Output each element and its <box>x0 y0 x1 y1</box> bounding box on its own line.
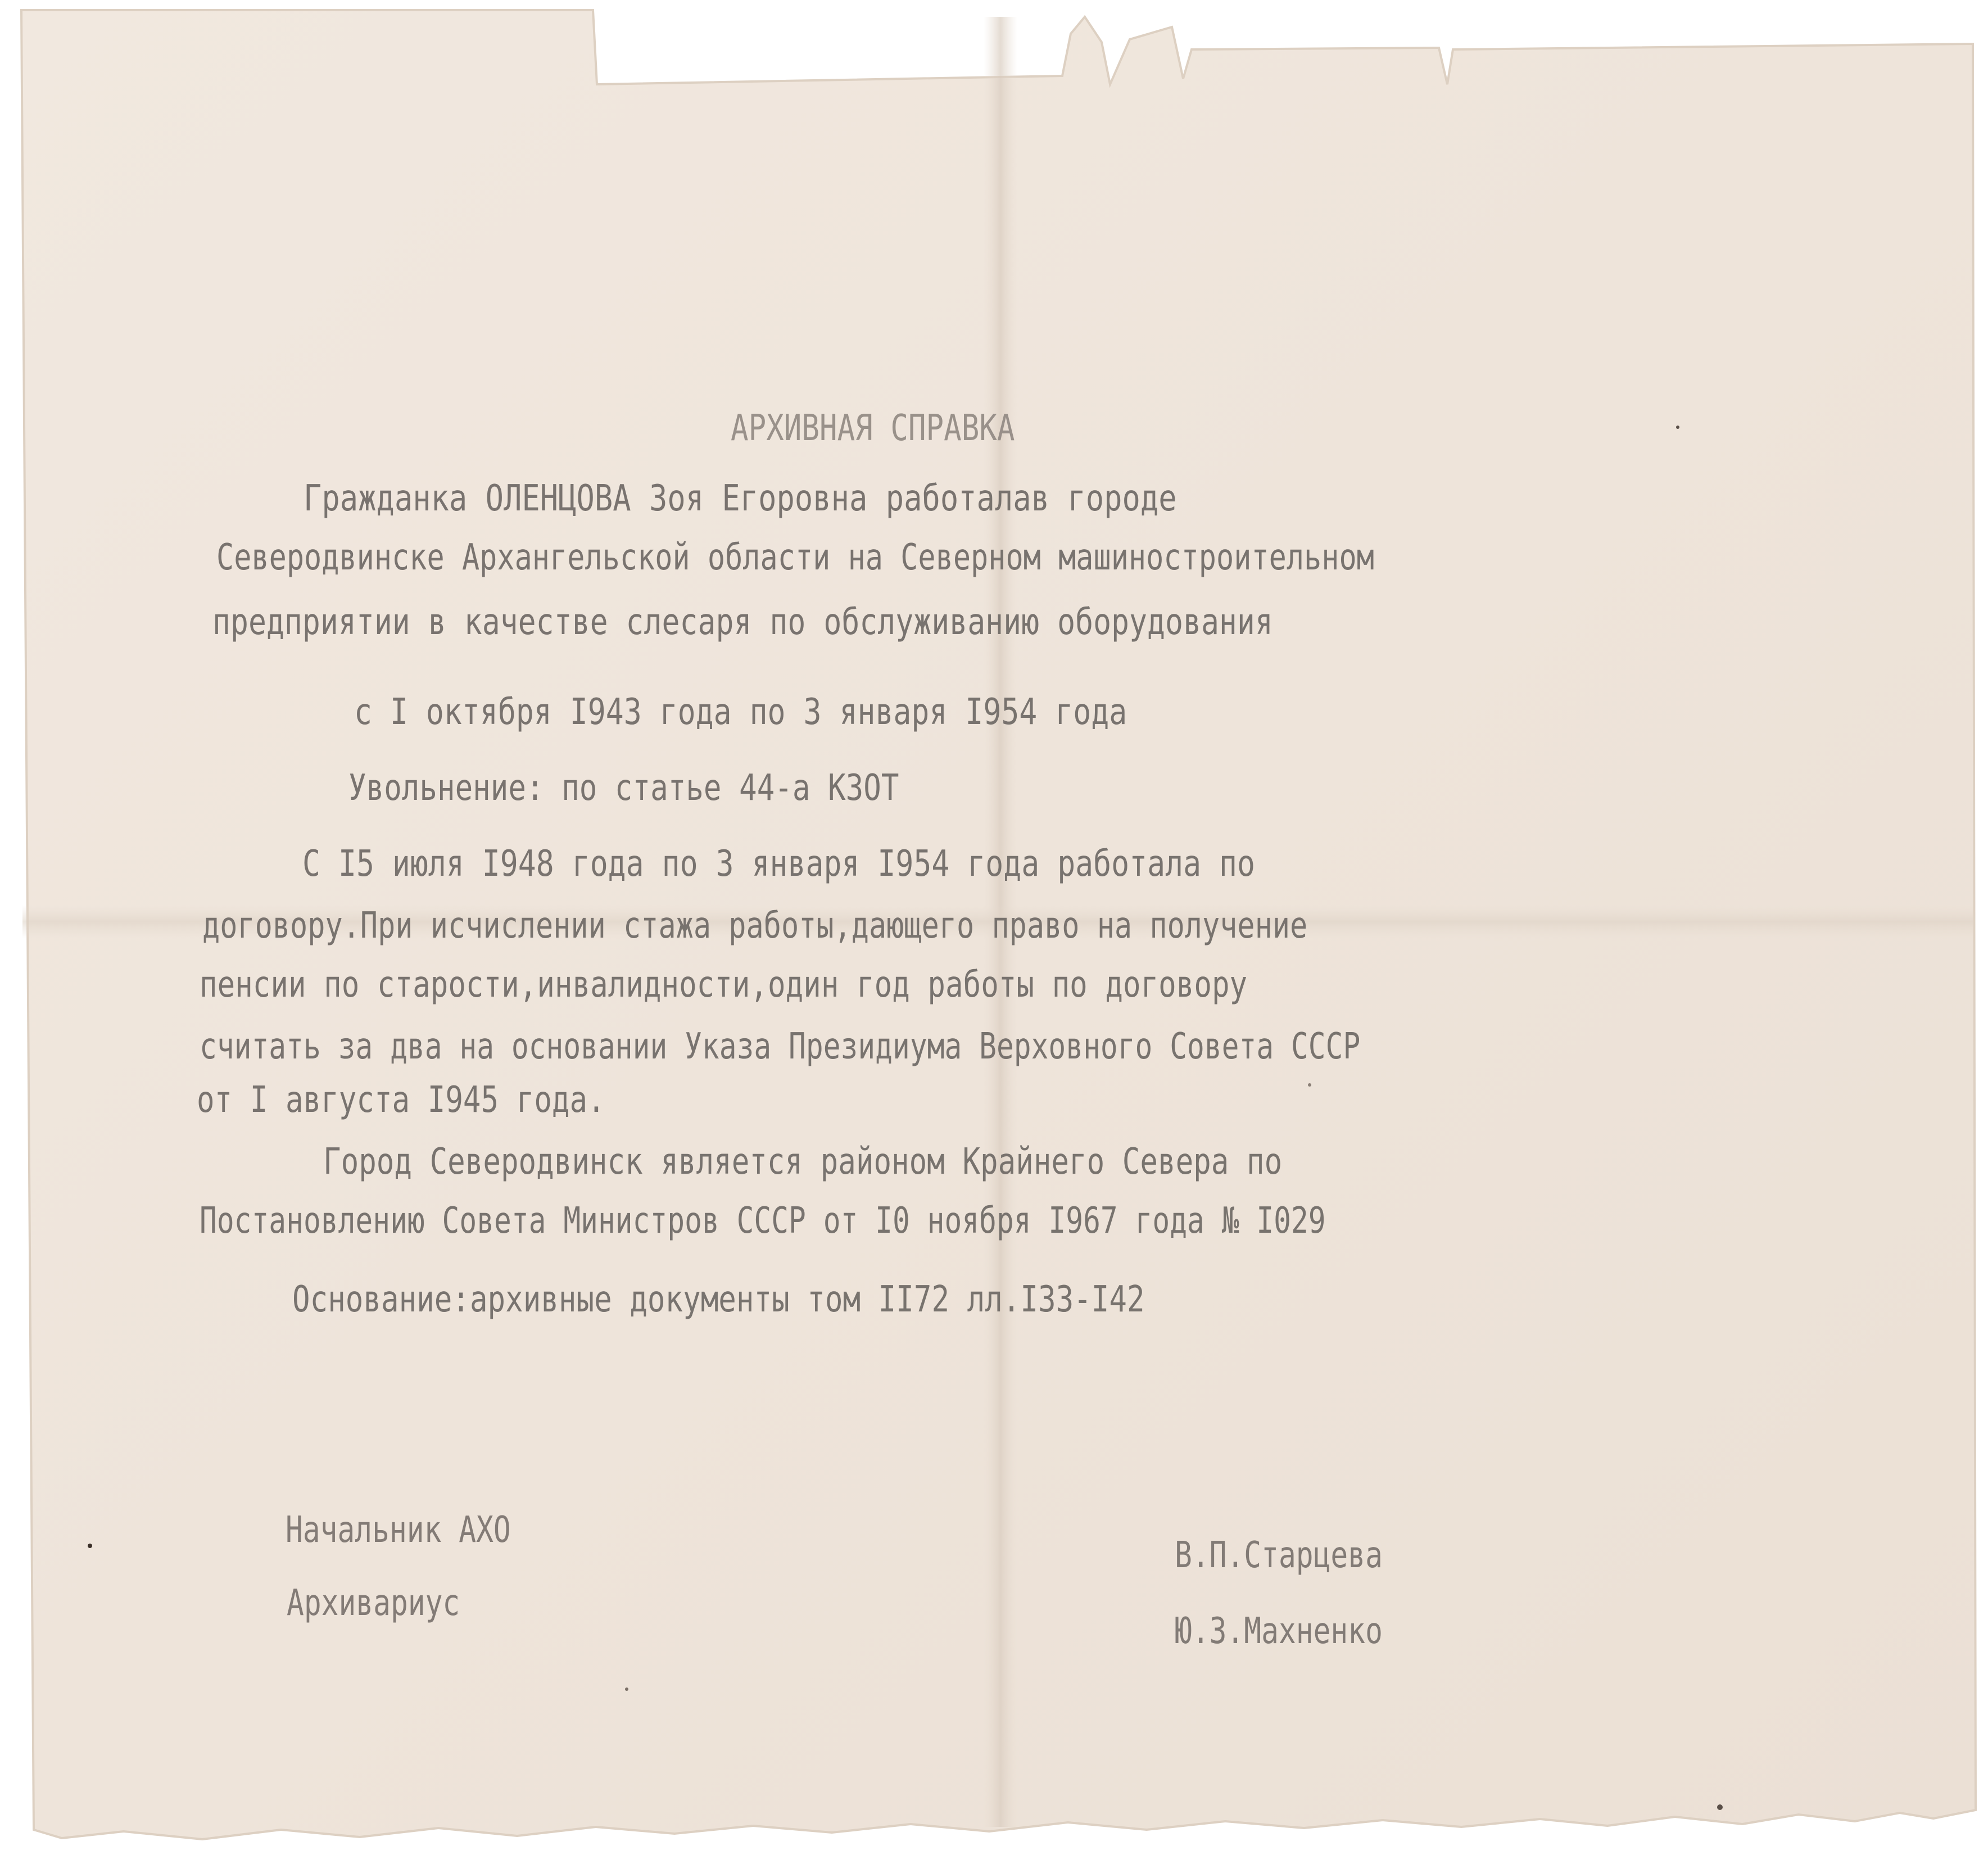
paragraph2-line4: считать за два на основании Указа Президиума Верховного Совета СССР <box>200 1026 1361 1067</box>
paragraph1-line1: Гражданка ОЛЕНЦОВА Зоя Егоровна работалав городе <box>304 478 1177 519</box>
paragraph1-line3: предприятии в качестве слесаря по обслуживанию оборудования <box>212 601 1273 643</box>
paragraph2-line5: от I августа I945 года. <box>197 1079 605 1121</box>
paragraph3-line2: Постановлению Совета Министров СССР от I0 ноября I967 года № I029 <box>200 1200 1326 1242</box>
paragraph2-line3: пенсии по старости,инвалидности,один год работы по договору <box>200 964 1248 1006</box>
document-title: АРХИВНАЯ СПРАВКА <box>731 408 1015 449</box>
period-line: с I октября I943 года по 3 января I954 года <box>354 691 1127 733</box>
basis-line: Основание:архивные документы том II72 лл.I33-I42 <box>292 1279 1145 1320</box>
signature-role-head: Начальник АХО <box>286 1509 511 1551</box>
paragraph2-line2: договору.При исчислении стажа работы,дающего право на получение <box>202 905 1308 947</box>
paragraph3-line1: Город Северодвинск является районом Крайнего Севера по <box>323 1141 1283 1183</box>
signature-name-makhnenko: Ю.З.Махненко <box>1175 1610 1383 1652</box>
signature-role-archivist: Архивариус <box>287 1582 460 1624</box>
paragraph1-line2: Северодвинске Архангельской области на Северном машиностроительном <box>216 537 1374 578</box>
dismissal-line: Увольнение: по статье 44-а КЗОТ <box>348 767 899 809</box>
paragraph2-line1: С I5 июля I948 года по 3 января I954 года работала по <box>302 843 1255 885</box>
signature-name-startseva: В.П.Старцева <box>1175 1535 1383 1576</box>
